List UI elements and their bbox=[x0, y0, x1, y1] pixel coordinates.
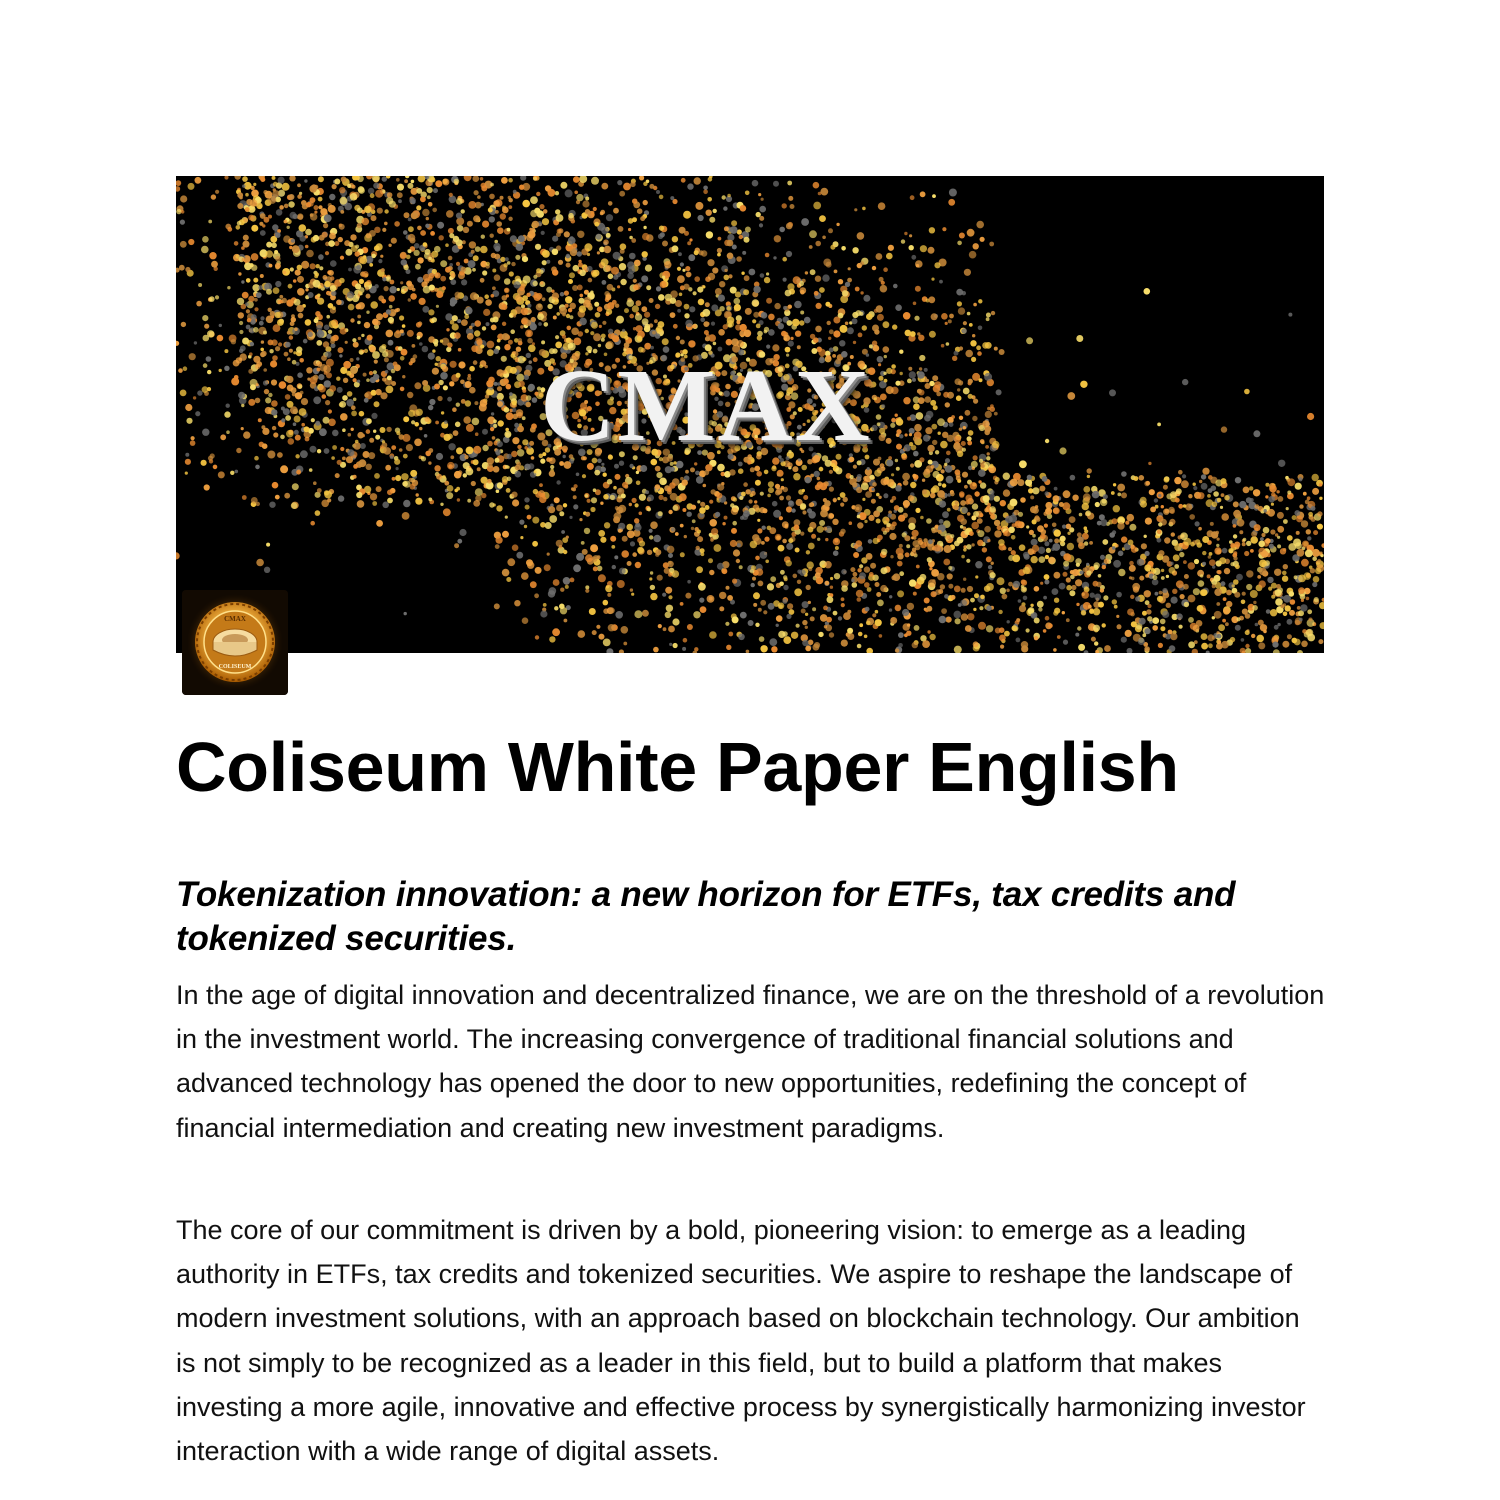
body-paragraph: In the age of digital innovation and decentralized finance, we are on the threshold of a revolution in the investment world. The increasing convergence of traditional financial solutions and advanced technology has opened the door to new opportunities, redefining the concept of financial intermediation and creating new investment paradigms. bbox=[176, 980, 1325, 1143]
avatar[interactable] bbox=[182, 590, 288, 695]
body-paragraph: The core of our commitment is driven by a bold, pioneering vision: to emerge as a leading authority in ETFs, tax credits and tokenized securities. We aspire to reshape the landscape of modern investment solutions, with an approach based on blockchain technology. Our ambition is not simply to be recognized as a leader in this field, but to build a platform that makes investing a more agile, innovative and effective process by synergistically harmonizing investor interaction with a wide range of digital assets. bbox=[176, 1215, 1306, 1467]
cover-banner bbox=[176, 176, 1324, 653]
section-heading: Tokenization innovation: a new horizon for ETFs, tax credits and tokenized securities. bbox=[176, 875, 1236, 958]
page-title: Coliseum White Paper English bbox=[176, 728, 1179, 806]
brand-overlay bbox=[176, 176, 1324, 653]
coliseum-coin-logo-icon bbox=[182, 590, 288, 695]
document-page bbox=[176, 176, 1325, 1467]
brand-wordmark: CMAX bbox=[540, 348, 872, 463]
